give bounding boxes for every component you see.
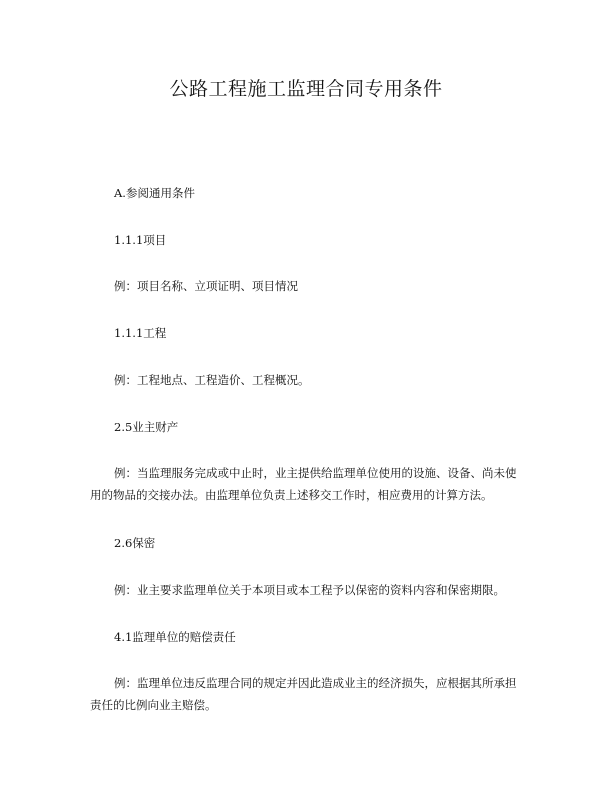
clause-heading-1-1-1-works: 1.1.1工程 [114,326,167,340]
clause-example-owner-property: 例：当监理服务完成或中止时，业主提供给监理单位使用的设施、设备、尚未使用的物品的交接办法。由监理单位负责上述移交工作时，相应费用的计算方法。 [90,466,517,502]
clause-heading-4-1-liability: 4.1监理单位的赔偿责任 [114,630,236,644]
clause-heading-2-6-confidentiality: 2.6保密 [114,536,156,550]
clause-example-works: 例：工程地点、工程造价、工程概况。 [114,373,310,387]
clause-example-liability: 例：监理单位违反监理合同的规定并因此造成业主的经济损失，应根据其所承担责任的比例向业主赔偿。 [90,676,517,712]
clause-example-confidentiality: 例：业主要求监理单位关于本项目或本工程予以保密的资料内容和保密期限。 [114,583,505,597]
section-heading-general-conditions: A.参阅通用条件 [114,186,195,200]
clause-example-project: 例：项目名称、立项证明、项目情况 [114,279,298,293]
clause-heading-1-1-1-project: 1.1.1项目 [114,233,167,247]
clause-heading-2-5-owner-property: 2.5业主财产 [114,420,179,434]
document-title: 公路工程施工监理合同专用条件 [169,78,443,100]
